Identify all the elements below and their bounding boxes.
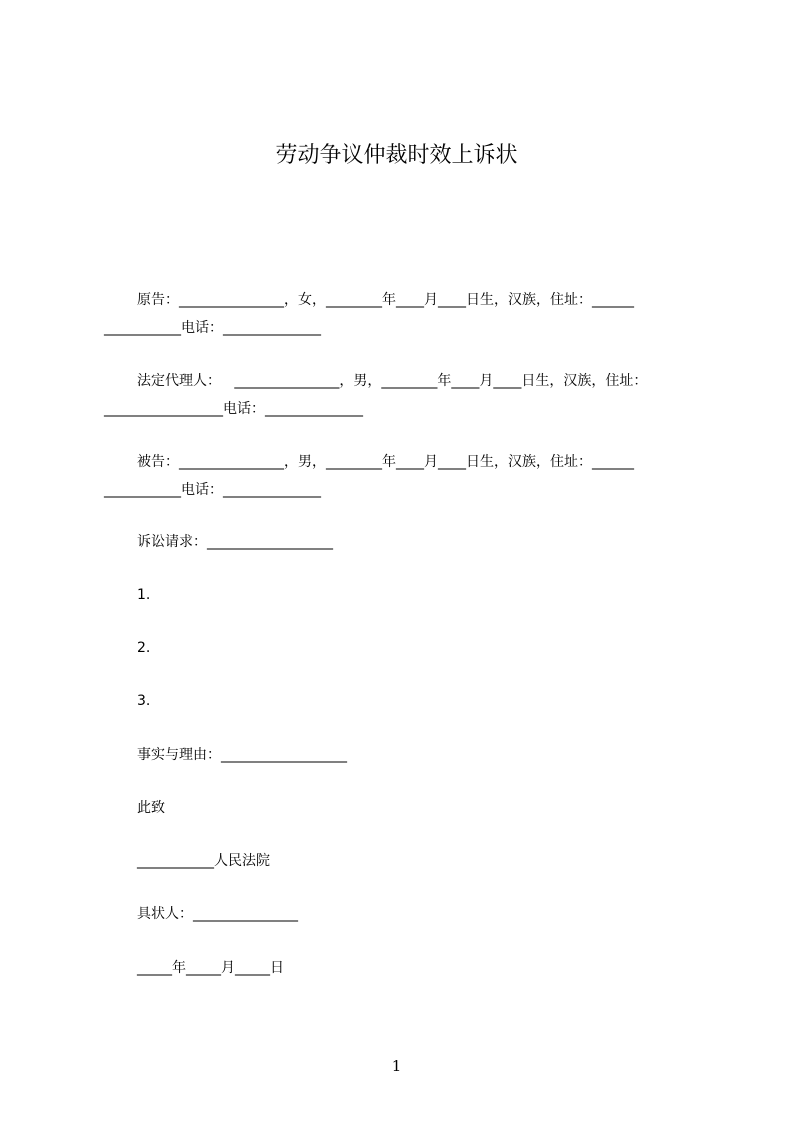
- court-name: ___________人民法院: [137, 853, 270, 869]
- facts-heading: 事实与理由：__________________: [137, 747, 347, 763]
- signer-line: 具状人：_______________: [137, 906, 298, 922]
- claims-heading: 诉讼请求：__________________: [137, 534, 333, 550]
- legal-agent-line-2: _________________电话：______________: [104, 401, 363, 417]
- claim-item-2: 2.: [137, 640, 151, 656]
- salutation: 此致: [137, 800, 165, 816]
- plaintiff-line-1: 原告：_______________，女，________年____月____日生，汉族，住址：______: [137, 292, 634, 308]
- page-title: 劳动争议仲裁时效上诉状: [275, 143, 518, 168]
- legal-agent-line-1: 法定代理人： _______________，男，________年____月____日生，汉族，住址：: [137, 373, 648, 389]
- claim-item-3: 3.: [137, 693, 151, 709]
- claim-item-1: 1.: [137, 587, 151, 603]
- plaintiff-line-2: ___________电话：______________: [104, 320, 321, 336]
- defendant-line-2: ___________电话：______________: [104, 482, 321, 498]
- date-line: _____年_____月_____日: [137, 960, 284, 976]
- page-number: 1: [391, 1057, 402, 1075]
- defendant-line-1: 被告：_______________，男，________年____月____日生，汉族，住址：______: [137, 454, 634, 470]
